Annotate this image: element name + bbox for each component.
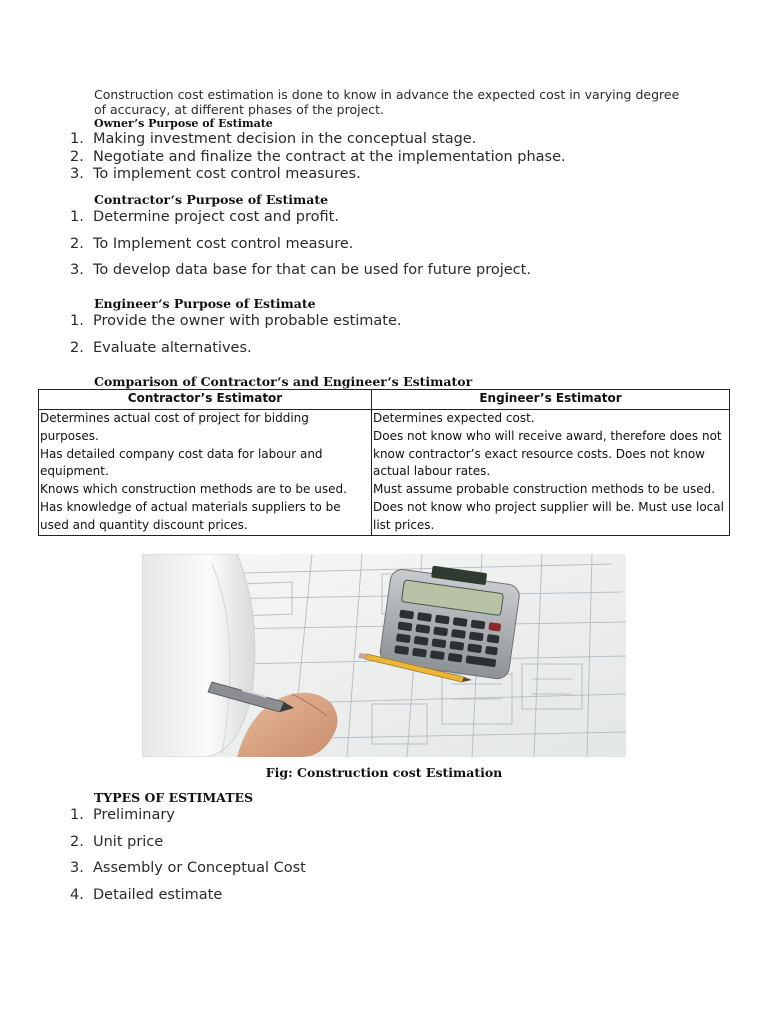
contractor-point: Has detailed company cost data for labour and equipment. bbox=[40, 446, 323, 479]
engineer-list bbox=[0, 311, 700, 364]
list-item-text: To implement cost control measures. bbox=[93, 166, 361, 182]
list-item-text: Negotiate and finalize the contract at the implementation phase. bbox=[93, 148, 566, 165]
engineer-point: Does not know who project supplier will be. Must use local list prices. bbox=[373, 499, 724, 532]
paper-roll bbox=[142, 554, 255, 757]
list-item: 2. Negotiate and finalize the contract at the implementation phase. bbox=[70, 148, 566, 165]
contractor-heading: Contractor‘s Purpose of Estimate bbox=[94, 192, 329, 207]
list-item: 2. Evaluate alternatives. bbox=[70, 339, 252, 356]
list-item-text: Making investment decision in the conceptual stage. bbox=[93, 131, 477, 147]
list-item: 3. To implement cost control measures. bbox=[70, 166, 361, 182]
list-item: 1. Provide the owner with probable estimate. bbox=[70, 313, 402, 329]
list-item-text: Provide the owner with probable estimate. bbox=[93, 313, 402, 329]
list-item: 2. To Implement cost control measure. bbox=[70, 235, 354, 252]
table-header-row bbox=[39, 390, 730, 410]
engineer-point: Does not know who will receive award, therefore does not know contractor’s exact resource costs. Does not know actual labour rates. bbox=[373, 428, 722, 479]
owner-list bbox=[0, 131, 700, 184]
list-item: 3. To develop data base for that can be used for future project. bbox=[70, 262, 531, 278]
engineer-heading: Engineer‘s Purpose of Estimate bbox=[94, 296, 316, 311]
comparison-heading: Comparison of Contractor‘s and Engineer‘s Estimator bbox=[94, 374, 473, 389]
list-item: 2. Unit price bbox=[70, 833, 164, 850]
list-item-text: Unit price bbox=[93, 833, 164, 850]
contractor-point: Has knowledge of actual materials suppliers to be used and quantity discount prices. bbox=[40, 499, 341, 532]
owner-heading: Owner’s Purpose of Estimate bbox=[94, 117, 273, 130]
intro-paragraph: Construction cost estimation is done to know in advance the expected cost in varying degree of accuracy, at different phases of the project. bbox=[94, 87, 680, 117]
list-item-text: Preliminary bbox=[93, 807, 175, 823]
list-item-text: Detailed estimate bbox=[93, 886, 223, 903]
blueprint-calculator-illustration bbox=[142, 554, 626, 757]
engineer-point: Determines expected cost. bbox=[373, 411, 535, 425]
types-list bbox=[0, 805, 700, 911]
engineer-cell bbox=[372, 410, 730, 536]
contractor-cell bbox=[39, 410, 372, 536]
list-item: 4. Detailed estimate bbox=[70, 886, 223, 903]
types-heading: TYPES OF ESTIMATES bbox=[94, 790, 254, 805]
list-item: 3. Assembly or Conceptual Cost bbox=[70, 860, 306, 876]
column-header-engineer: Engineer’s Estimator bbox=[372, 390, 730, 410]
list-item-text: To Implement cost control measure. bbox=[93, 235, 354, 252]
contractor-point: Determines actual cost of project for bidding purposes. bbox=[40, 411, 309, 443]
engineer-point: Must assume probable construction methods to be used. bbox=[373, 482, 716, 497]
list-item-text: Determine project cost and profit. bbox=[93, 209, 339, 225]
construction-estimation-photo bbox=[142, 554, 626, 757]
figure-caption: Fig: Construction cost Estimation bbox=[265, 765, 503, 780]
table-row bbox=[39, 410, 730, 536]
list-item: 1. Making investment decision in the conceptual stage. bbox=[70, 131, 477, 147]
list-item: 1. Determine project cost and profit. bbox=[70, 209, 339, 225]
list-item-text: Evaluate alternatives. bbox=[93, 339, 252, 356]
contractor-list bbox=[0, 207, 700, 287]
list-item-text: Assembly or Conceptual Cost bbox=[93, 860, 306, 876]
contractor-point: Knows which construction methods are to be used. bbox=[40, 482, 347, 497]
list-item-text: To develop data base for that can be used for future project. bbox=[93, 262, 531, 278]
list-item: 1. Preliminary bbox=[70, 807, 175, 823]
comparison-table bbox=[38, 389, 730, 536]
column-header-contractor: Contractor’s Estimator bbox=[39, 390, 372, 410]
